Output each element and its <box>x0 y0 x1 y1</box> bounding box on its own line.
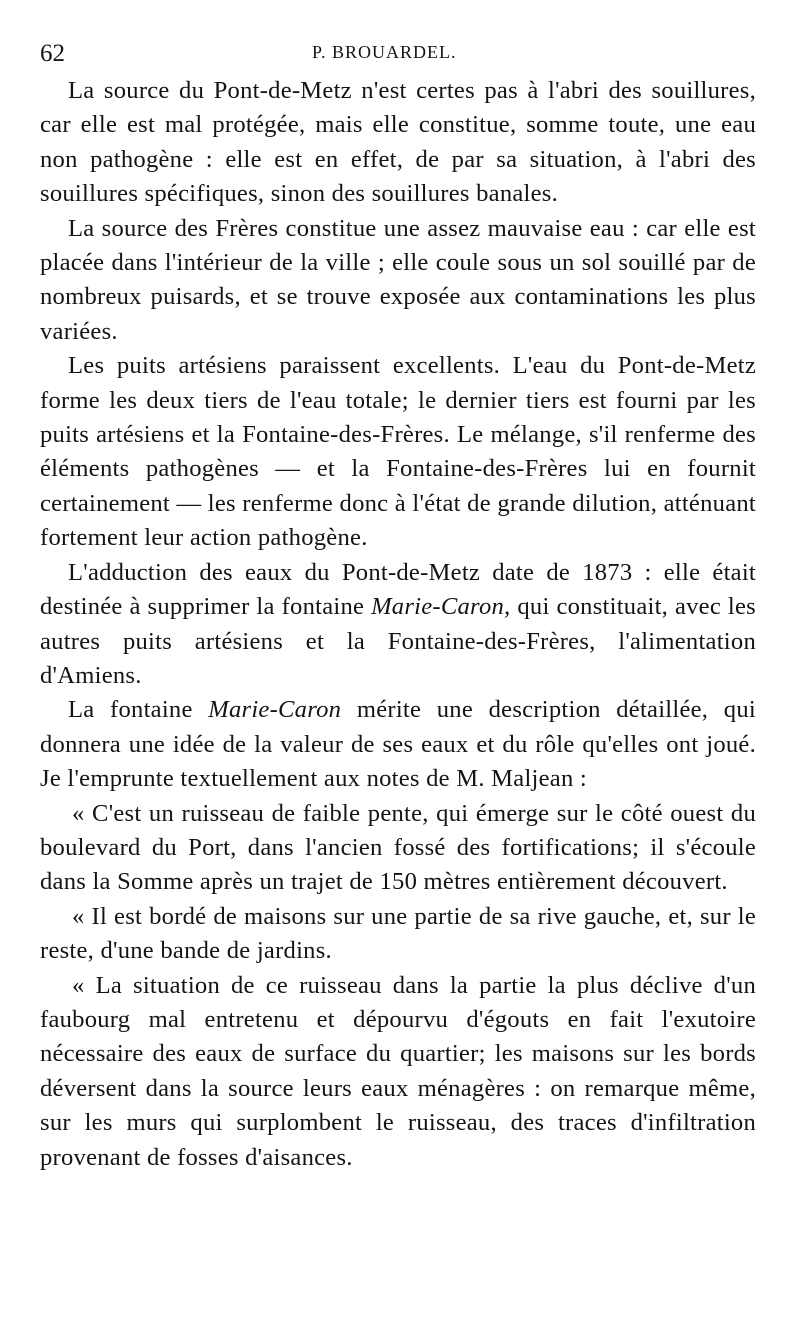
running-title: P. BROUARDEL. <box>312 42 457 62</box>
marie-caron-name: Marie-Caron <box>208 696 342 724</box>
paragraph-pont-de-metz: La source du Pont-de-Metz n'est certes pas à l'abri des souillures, car elle est mal protégée, mais elle constitue, somme toute, une eau non pathogène : elle est en effet, de par sa situation, à l'abri des souillures spécifiques, sinon des souillures banales. <box>40 77 756 208</box>
running-head <box>40 32 756 72</box>
page-number: 62 <box>40 40 65 67</box>
paragraph-fontaine-marie-caron <box>40 693 756 796</box>
quote-paragraph-ruisseau: « C'est un ruisseau de faible pente, qui émerge sur le côté ouest du boulevard du Port, dans l'ancien fossé des fortifications; il s'écoule dans la Somme après un trajet de 150 mètres entièrement découvert. <box>40 799 756 896</box>
paragraph-puits-artesiens: Les puits artésiens paraissent excellents. L'eau du Pont-de-Metz forme les deux tiers de l'eau totale; le dernier tiers est fourni par les puits artésiens et la Fontaine-des-Frères. Le mélange, s'il renferme des éléments pathogènes — et la Fontaine-des-Frères lui en fournit certainement — les renferme donc à l'état de grande dilution, atténuant fortement leur action pathogène. <box>40 352 756 552</box>
paragraph-source-des-freres: La source des Frères constitue une assez mauvaise eau : car elle est placée dans l'intérieur de la ville ; elle coule sous un sol souillé par de nombreux puisards, et se trouve exposée aux contaminations les plus variées. <box>40 214 756 345</box>
marie-caron-name: Marie-Caron, <box>371 593 511 621</box>
fontaine-text-after: mérite une description détaillée, qui donnera une idée de la valeur de ses eaux et du rôle qu'elles ont joué. Je l'emprunte textuellement aux notes de M. Maljean : <box>40 696 756 793</box>
paragraph-adduction <box>40 556 756 694</box>
quote-paragraph-maisons: « Il est bordé de maisons sur une partie de sa rive gauche, et, sur le reste, d'une bande de jardins. <box>40 902 756 965</box>
body-text <box>40 74 756 1175</box>
adduction-text-before: L'adduction des eaux du Pont-de-Metz date de 1873 : elle était destinée à supprimer la fontaine <box>40 558 756 621</box>
adduction-text-after: qui constituait, avec les autres puits artésiens et la Fontaine-des-Frères, l'alimentation d'Amiens. <box>40 593 756 689</box>
fontaine-text-before: La fontaine <box>68 696 209 724</box>
quote-paragraph-situation: « La situation de ce ruisseau dans la partie la plus déclive d'un faubourg mal entretenu et dépourvu d'égouts en fait l'exutoire nécessaire des eaux de surface du quartier; les maisons sur les bords déversent dans la source leurs eaux ménagères : on remarque même, sur les murs qui surplombent le ruisseau, des traces d'infiltration provenant de fosses d'aisances. <box>40 971 756 1171</box>
